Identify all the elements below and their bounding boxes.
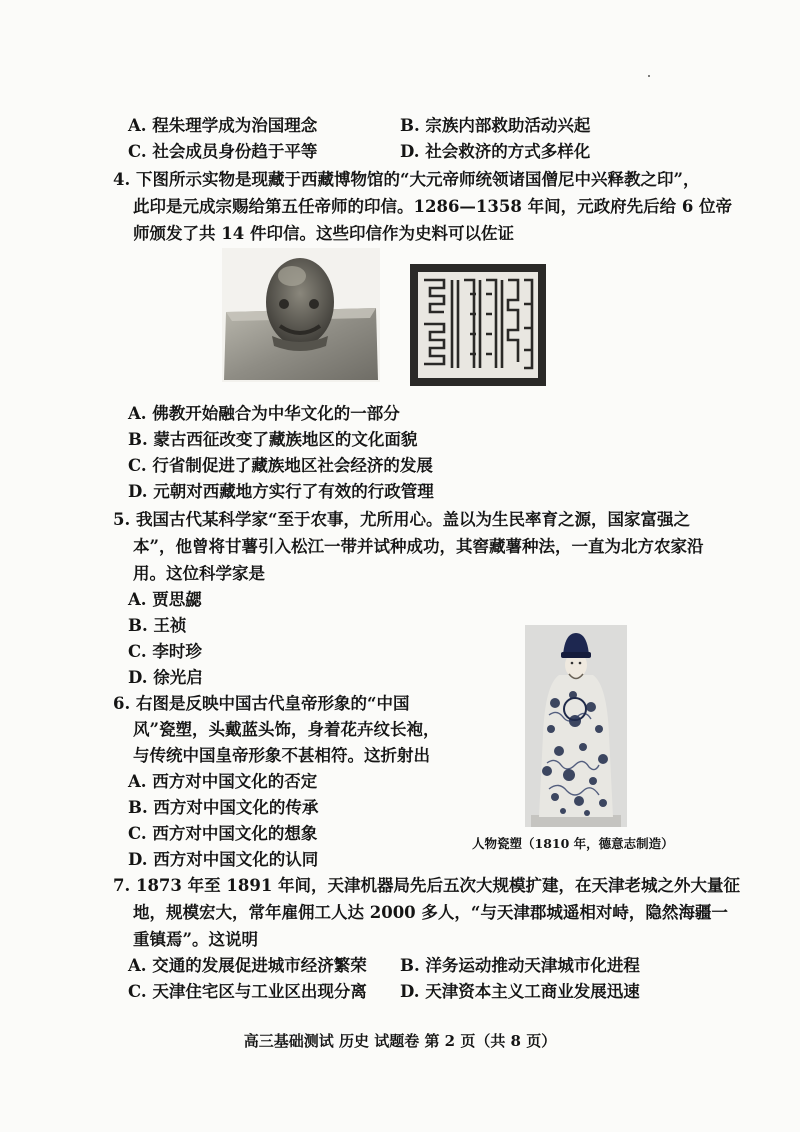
q7-option-d: D. 天津资本主义工商业发展迅速 xyxy=(400,982,640,1001)
q5-stem-line-1: 5. 我国古代某科学家“至于农事，尤所用心。盖以为生民率育之源，国家富强之 xyxy=(113,510,690,529)
speck xyxy=(648,75,650,77)
q7-stem-line-3: 重镇焉”。这说明 xyxy=(133,930,258,949)
q7-option-b: B. 洋务运动推动天津城市化进程 xyxy=(400,956,640,975)
q5-option-d: D. 徐光启 xyxy=(128,668,203,687)
q6-option-d: D. 西方对中国文化的认同 xyxy=(128,850,319,869)
q6-option-b: B. 西方对中国文化的传承 xyxy=(128,798,319,817)
seal-object-image xyxy=(222,248,380,382)
q6-option-a: A. 西方对中国文化的否定 xyxy=(128,772,318,791)
q3-option-b: B. 宗族内部救助活动兴起 xyxy=(400,116,591,135)
q6-stem-line-1: 6. 右图是反映中国古代皇帝形象的“中国 xyxy=(113,694,410,713)
porcelain-figure-image xyxy=(525,625,627,827)
q4-stem-line-2: 此印是元成宗赐给第五任帝师的印信。1286—1358 年间，元政府先后给 6 位帝 xyxy=(133,197,733,216)
q7-stem-line-2: 地，规模宏大，常年雇佣工人达 2000 多人，“与天津郡城遥相对峙，隐然海疆一 xyxy=(133,903,728,922)
q5-stem-line-3: 用。这位科学家是 xyxy=(133,564,265,583)
q3-option-d: D. 社会救济的方式多样化 xyxy=(400,142,591,161)
q4-stem-line-3: 师颁发了共 14 件印信。这些印信作为史料可以佐证 xyxy=(133,224,514,243)
q3-option-a: A. 程朱理学成为治国理念 xyxy=(128,116,318,135)
q6-option-c: C. 西方对中国文化的想象 xyxy=(128,824,318,843)
figure-caption: 人物瓷塑（1810 年，德意志制造） xyxy=(472,836,674,851)
q7-stem-line-1: 7. 1873 年至 1891 年间，天津机器局先后五次大规模扩建，在天津老城之外大量征 xyxy=(113,876,741,895)
q4-option-d: D. 元朝对西藏地方实行了有效的行政管理 xyxy=(128,482,434,501)
q5-stem-line-2: 本”，他曾将甘薯引入松江一带并试种成功，其窖藏薯种法，一直为北方农家沿 xyxy=(133,537,704,556)
q7-option-a: A. 交通的发展促进城市经济繁荣 xyxy=(128,956,367,975)
q5-option-b: B. 王祯 xyxy=(128,616,187,635)
page-footer: 高三基础测试 历史 试题卷 第 2 页（共 8 页） xyxy=(243,1032,557,1050)
q6-stem-line-2: 风”瓷塑，头戴蓝头饰，身着花卉纹长袍， xyxy=(133,720,440,739)
q4-option-a: A. 佛教开始融合为中华文化的一部分 xyxy=(128,404,400,423)
q4-option-b: B. 蒙古西征改变了藏族地区的文化面貌 xyxy=(128,430,418,449)
q3-option-c: C. 社会成员身份趋于平等 xyxy=(128,142,318,161)
seal-impression-image xyxy=(410,264,546,386)
q5-option-a: A. 贾思勰 xyxy=(128,590,202,609)
q4-stem-line-1: 4. 下图所示实物是现藏于西藏博物馆的“大元帝师统领诸国僧尼中兴释教之印”， xyxy=(113,170,700,189)
q4-option-c: C. 行省制促进了藏族地区社会经济的发展 xyxy=(128,456,433,475)
q5-option-c: C. 李时珍 xyxy=(128,642,202,661)
q6-stem-line-3: 与传统中国皇帝形象不甚相符。这折射出 xyxy=(133,746,430,765)
q7-option-c: C. 天津住宅区与工业区出现分离 xyxy=(128,982,367,1001)
